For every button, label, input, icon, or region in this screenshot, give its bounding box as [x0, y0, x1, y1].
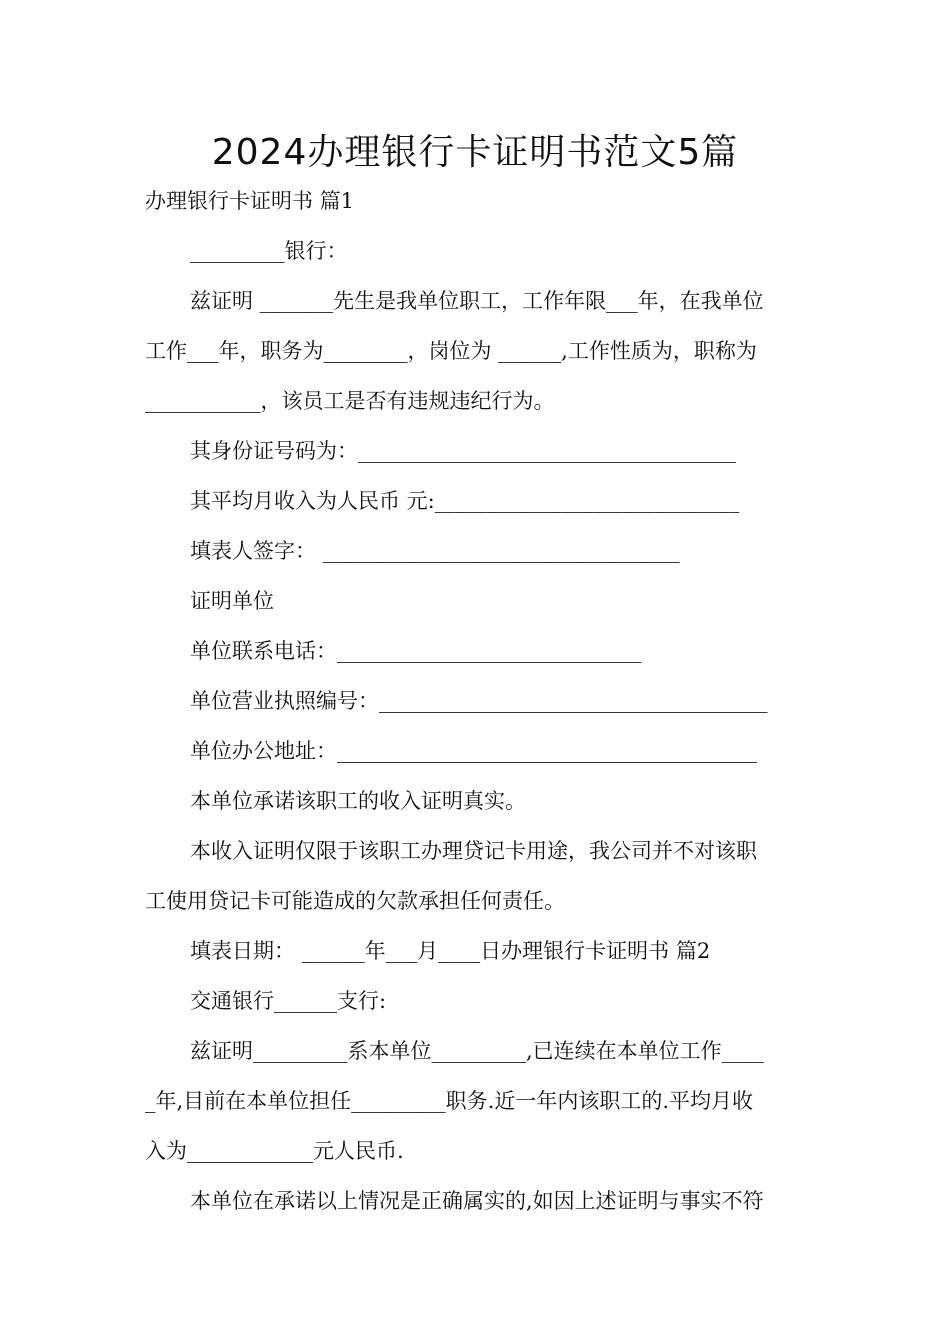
id-number-line: 其身份证号码为：____________________________________: [190, 439, 736, 463]
office-address-line: 单位办公地址：________________________________________: [190, 739, 757, 763]
certifying-unit-label: 证明单位: [190, 589, 274, 613]
paragraph-line: 兹证明 _______先生是我单位职工，工作年限___年，在我单位: [190, 289, 764, 313]
monthly-income-line: 其平均月收入为人民币 元:_____________________________: [190, 489, 740, 513]
signature-line: 填表人签字： __________________________________: [190, 539, 680, 563]
paragraph-line: 本单位在承诺以上情况是正确属实的,如因上述证明与事实不符: [190, 1189, 764, 1213]
paragraph-line: _年,目前在本单位担任_________职务.近一年内该职工的.平均月收: [145, 1089, 754, 1113]
paragraph-line: 入为____________元人民币.: [145, 1139, 404, 1163]
paragraph-line: 本单位承诺该职工的收入证明真实。: [190, 789, 526, 813]
paragraph-line: 兹证明_________系本单位_________,已连续在本单位工作____: [190, 1039, 764, 1063]
fill-date-line: 填表日期： ______年___月____日办理银行卡证明书 篇2: [190, 939, 711, 963]
section-heading-1: 办理银行卡证明书 篇1: [145, 189, 355, 213]
paragraph-line: 工作___年，职务为________，岗位为 ______,工作性质为，职称为: [145, 339, 757, 363]
paragraph-line: 工使用贷记卡可能造成的欠款承担任何责任。: [145, 889, 565, 913]
paragraph-line: _________银行：: [190, 239, 348, 263]
paragraph-line: ___________，该员工是否有违规违纪行为。: [145, 389, 555, 413]
document-title: 2024办理银行卡证明书范文5篇: [211, 132, 739, 173]
business-license-line: 单位营业执照编号：_____________________________________: [190, 689, 768, 713]
paragraph-line: 交通银行______支行:: [190, 989, 387, 1013]
paragraph-line: 本收入证明仅限于该职工办理贷记卡用途，我公司并不对该职: [190, 839, 757, 863]
unit-phone-line: 单位联系电话：_____________________________: [190, 639, 642, 663]
